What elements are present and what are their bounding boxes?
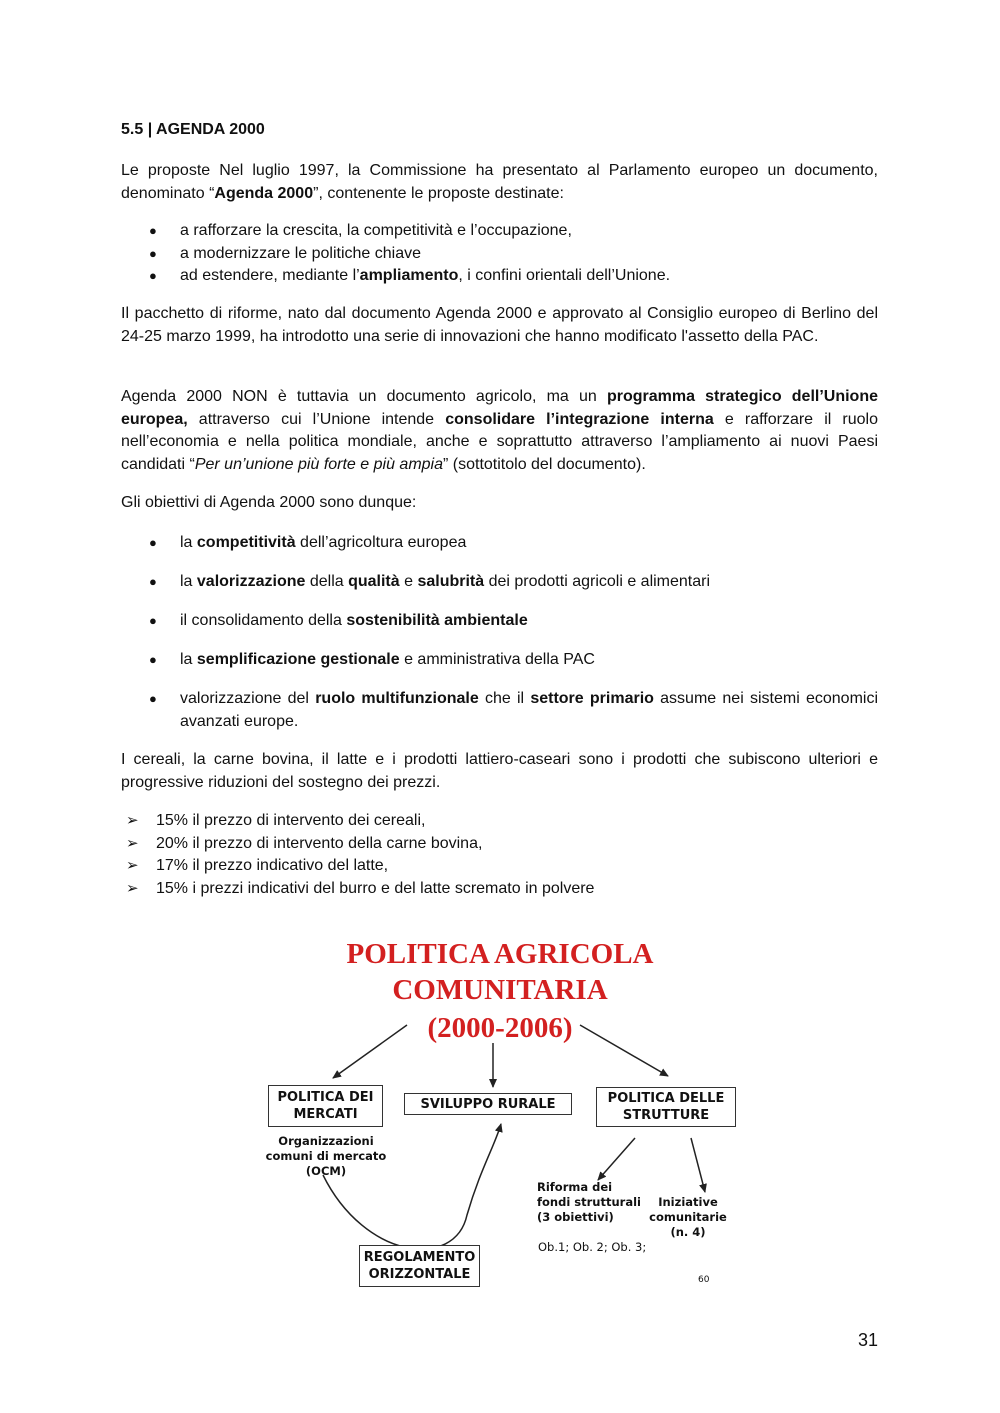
list-item: ● il consolidamento della sostenibilità ambientale bbox=[149, 612, 528, 629]
list-item: ● a modernizzare le politiche chiave bbox=[149, 244, 422, 262]
list-item: ● la valorizzazione della qualità e salubrità dei prodotti agricoli e alimentari bbox=[149, 573, 711, 590]
riforma-label: Riforma dei fondi strutturali (3 obiettivi) bbox=[537, 1180, 641, 1224]
diagram-title-line2: COMUNITARIA bbox=[392, 974, 608, 1006]
box-politica-mercati: POLITICA DEI MERCATI bbox=[268, 1085, 383, 1127]
objectives-intro: Gli obiettivi di Agenda 2000 sono dunque: bbox=[121, 494, 417, 511]
arrow-to-iniziative bbox=[691, 1138, 705, 1192]
pac-diagram bbox=[255, 930, 755, 1290]
reductions-list bbox=[121, 810, 878, 900]
box-politica-strutture: POLITICA DELLE STRUTTURE bbox=[596, 1087, 736, 1127]
list-item: ● la semplificazione gestionale e amministrativa della PAC bbox=[149, 651, 595, 668]
list-item: ➢ 15% i prezzi indicativi del burro e del latte scremato in polvere bbox=[126, 879, 595, 897]
diagram-title-line1: POLITICA AGRICOLA bbox=[346, 938, 654, 970]
products-paragraph: I cereali, la carne bovina, il latte e i prodotti lattiero-caseari sono i prodotti che subiscono ulteriori e progressive riduzioni del sostegno dei prezzi. bbox=[121, 751, 878, 791]
box-sviluppo-rurale: SVILUPPO RURALE bbox=[404, 1093, 572, 1115]
list-item: ● la competitività dell’agricoltura europea bbox=[149, 534, 467, 551]
list-item: ● a rafforzare la crescita, la competitività e l’occupazione, bbox=[149, 222, 572, 239]
list-item: ➢ 20% il prezzo di intervento della carne bovina, bbox=[126, 834, 483, 852]
objectives-list-4 bbox=[121, 649, 878, 672]
arrow-to-riforma bbox=[598, 1138, 635, 1180]
intro-paragraph: Le proposte Nel luglio 1997, la Commissione ha presentato al Parlamento europeo un documento, denominato “Agenda 2000”, contenente le proposte destinate: bbox=[121, 162, 878, 202]
objectives-list bbox=[121, 532, 878, 555]
slide-number: 60 bbox=[698, 1275, 710, 1285]
objectives-list-5 bbox=[121, 688, 878, 733]
iniziative-label: Iniziative comunitarie (n. 4) bbox=[649, 1195, 727, 1239]
objectives-list-2 bbox=[121, 571, 878, 594]
list-item: ➢ 15% il prezzo di intervento dei cereali, bbox=[126, 812, 426, 829]
list-item: ● valorizzazione del ruolo multifunzionale che il settore primario assume nei sistemi economici avanzati europe. bbox=[149, 690, 879, 730]
proposals-list bbox=[121, 220, 878, 288]
box-regolamento-orizzontale: REGOLAMENTO ORIZZONTALE bbox=[359, 1245, 480, 1287]
section-heading: 5.5 | AGENDA 2000 bbox=[121, 121, 265, 138]
list-item: ● ad estendere, mediante l’ampliamento, i confini orientali dell’Unione. bbox=[149, 267, 671, 284]
strategy-paragraph: Agenda 2000 NON è tuttavia un documento agricolo, ma un programma strategico dell’Unione europea, attraverso cui l’Unione intende consolidare l’integrazione interna e rafforzare il ruolo nell’economia e nella politica mondiale, anche e soprattutto attraverso l’ampliamento ai nuovi Paesi candidati “Per un’unione più forte e più ampia” (sottotitolo del documento). bbox=[121, 388, 879, 473]
list-item: ➢ 17% il prezzo indicativo del latte, bbox=[126, 857, 389, 874]
reform-paragraph: Il pacchetto di riforme, nato dal documento Agenda 2000 e approvato al Consiglio europeo di Berlino del 24-25 marzo 1999, ha introdotto una serie di innovazioni che hanno modificato l'assetto della PAC. bbox=[121, 305, 878, 345]
obiettivi-label: Ob.1; Ob. 2; Ob. 3; bbox=[538, 1240, 647, 1254]
objectives-list-3 bbox=[121, 610, 878, 633]
diagram-title-line3: (2000-2006) bbox=[427, 1012, 573, 1044]
ocm-label: Organizzazioni comuni di mercato (OCM) bbox=[265, 1134, 387, 1178]
page-number: 31 bbox=[857, 1330, 878, 1350]
